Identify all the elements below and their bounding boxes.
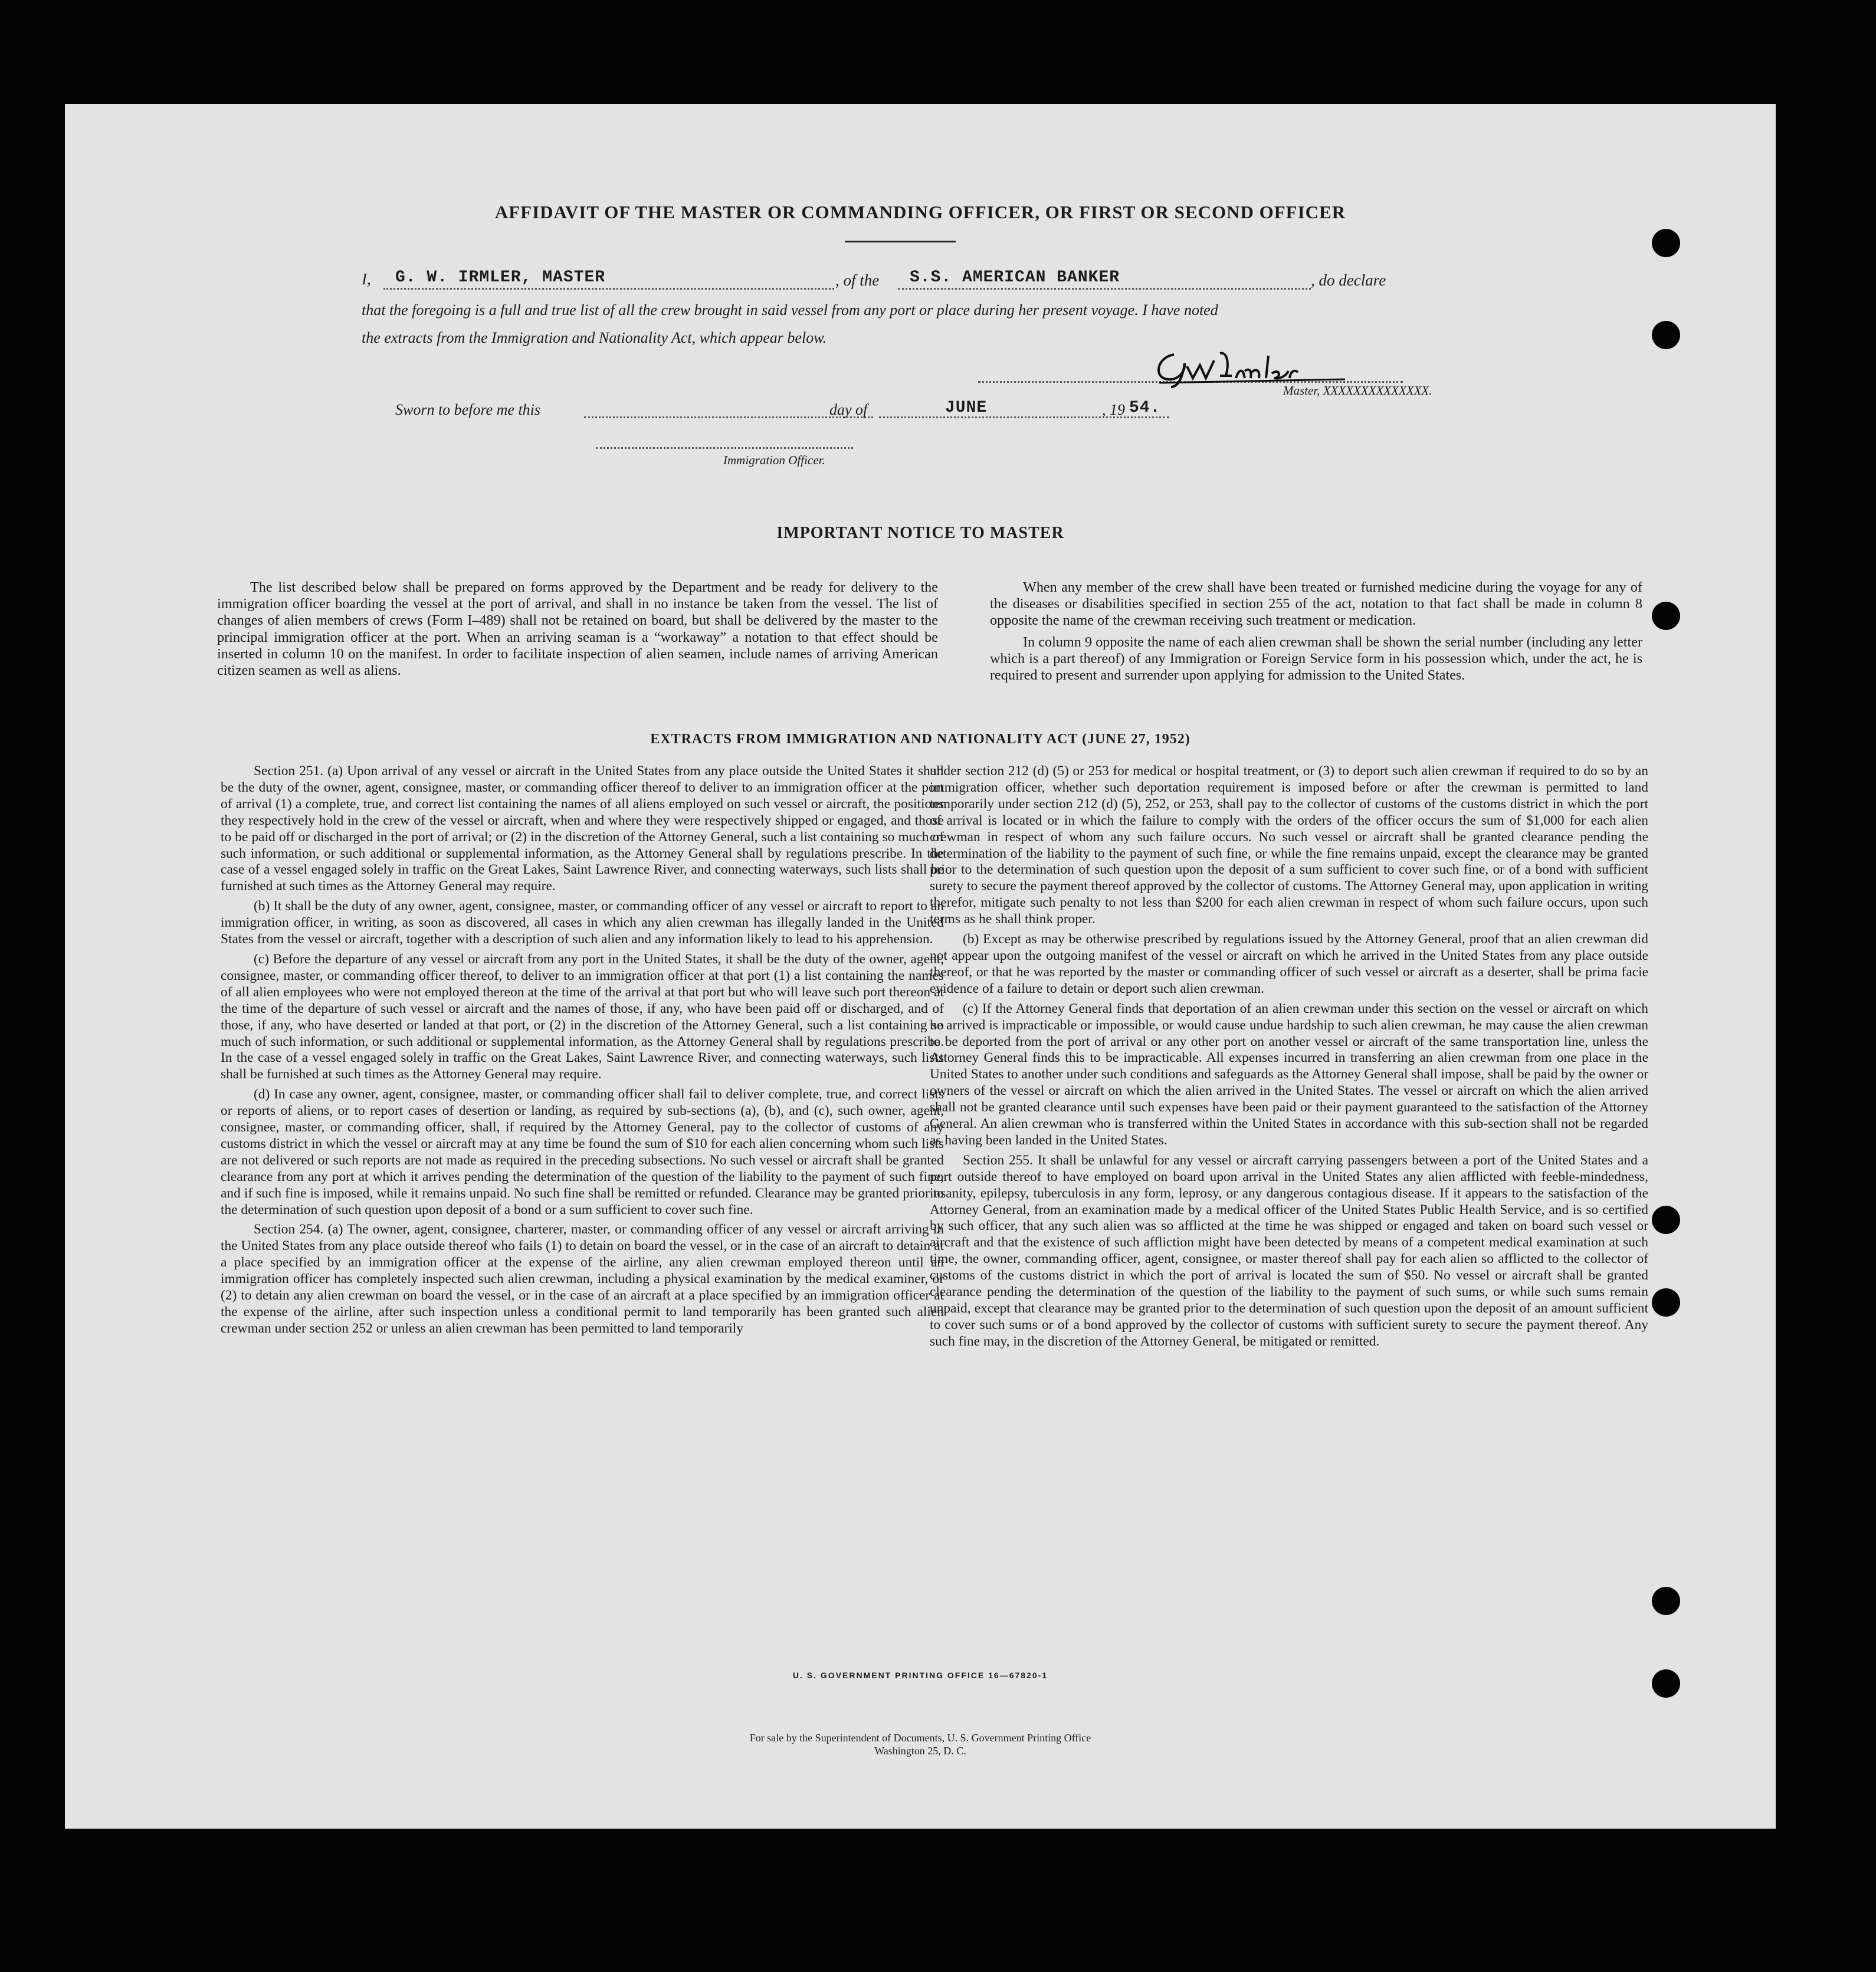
statement-line-2: the extracts from the Immigration and Nationality Act, which appear below. (362, 329, 827, 346)
section-251d: (d) In case any owner, agent, consignee, master, or commanding officer shall fail to deliver complete, true, and correct lists or reports of aliens, or to report cases of desertion or landing, as required by sub-sections (a), (b), and (c), such owner, agent, consignee, master, or commanding officer, shall, if required by the Attorney General, pay to the collector of customs of any customs district in which the vessel or aircraft may at any time be found the sum of $10 for each alien concerning whom such lists are not delivered or such reports are not made as required in the preceding subsections. No such vessel or aircraft shall be granted clearance from any port at which it arrives pending the determination of the question of the liability to the payment of such fine, and if such fine is imposed, while it remains unpaid. No such fine shall be remitted or refunded. Clearance may be granted prior to the determination of such question upon deposit of a bond or a sum sufficient to cover such fine. (221, 1087, 944, 1218)
section-255: Section 255. It shall be unlawful for any vessel or aircraft carrying passengers between a port of the United States and a port outside thereof to have employed on board upon arrival in the United States any alien afflicted with feeble-mindedness, insanity, epilepsy, tuberculosis in any form, leprosy, or any dangerous contagious disease. If it appears to the satisfaction of the Attorney General, from an examination made by a medical officer of the United States Public Health Service, and is so certified by such officer, that any such alien was so afflicted at the time he was shipped or engaged and taken on board such vessel or aircraft and that the existence of such affliction might have been detected by means of a competent medical examination at such time, the owner, commanding officer, agent, consignee, or master thereof shall pay for each alien so afflicted to the collector of customs of the customs district in which the port of arrival is located the sum of $50. No vessel or aircraft shall be granted clearance pending the determination of the question of the liability to the payment of such sums, or while such sums remain unpaid, except that clearance may be granted prior to the determination of such question upon the deposit of an amount sufficient to cover such sums or of a bond approved by the collector of customs with sufficient surety to secure the payment thereof. Any such fine may, in the discretion of the Attorney General, be mitigated or remitted. (930, 1152, 1648, 1349)
section-254b: (b) Except as may be otherwise prescribed by regulations issued by the Attorney General, proof that an alien crewman did not appear upon the outgoing manifest of the vessel or aircraft on which he arrived in the United States from any place outside thereof, or that he was reported by the master or commanding officer of such vessel or aircraft as a deserter, shall be prima facie evidence of a failure to detain or deport such alien crewman. (930, 931, 1648, 996)
year-suffix: 54. (1129, 399, 1161, 417)
notice-right-paragraph-1: When any member of the crew shall have been treated or furnished medicine during the voyage for any of the diseases or disabilities specified in section 255 of the act, notation to that fact shall be made in column 8 opposite the name of the crewman receiving such treatment or medication. (990, 579, 1642, 629)
notice-title: IMPORTANT NOTICE TO MASTER (776, 524, 1064, 542)
i-prefix: I, (362, 270, 371, 288)
of-the-text: , of the (835, 271, 880, 289)
affidavit-title: AFFIDAVIT OF THE MASTER OR COMMANDING OFFICER, OR FIRST OR SECOND OFFICER (494, 202, 1346, 222)
notice-right-paragraph-2: In column 9 opposite the name of each alien crewman shall be shown the serial number (including any letter which is a part thereof) of any Immigration or Foreign Service form in his possession which, under the act, he is required to present and surrender upon applying for admission to the United States. (990, 634, 1642, 684)
print-code: U. S. GOVERNMENT PRINTING OFFICE 16—67820-1 (792, 1671, 1048, 1680)
officer-caption: Immigration Officer. (723, 453, 825, 467)
section-254a: Section 254. (a) The owner, agent, consignee, charterer, master, or commanding officer of any vessel or aircraft arriving in the United States from any place outside thereof who fails (1) to detain on board the vessel, or in the case of an aircraft to detain at a place specified by an immigration officer at the expense of the airline, any alien crewman employed thereon until an immigration officer has completely inspected such alien crewman, including a physical examination by the medical examiner, or (2) to detain any alien crewman on board the vessel, or in the case of an aircraft at a place specified by an immigration officer at the expense of the airline, after such inspection unless a conditional permit to land temporarily has been granted such alien crewman under section 252 or unless an alien crewman has been permitted to land temporarily (221, 1222, 944, 1336)
day-of-text: day of (829, 401, 868, 418)
master-caption: Master, XXXXXXXXXXXXXX. (1283, 383, 1432, 398)
punch-hole (1652, 1587, 1680, 1615)
sworn-month: JUNE (945, 399, 988, 417)
do-declare-text: , do declare (1311, 271, 1386, 289)
section-254c: (c) If the Attorney General finds that deportation of an alien crewman under this section on the vessel or aircraft on which he arrived is impracticable or impossible, or would cause undue hardship to such alien crewman, he may cause the alien crewman to be deported from the port of arrival or any other port on another vessel or aircraft of the same transportation line, unless the Attorney General finds this to be impracticable. All expenses incurred in transferring an alien crewman from one place in the United States to another under such conditions and safeguards as the Attorney General shall impose, shall be paid by the owner or owners of the vessel or aircraft on which the alien arrived in the United States. The vessel or aircraft on which the alien arrived shall not be granted clearance until such expenses have been paid or their payment guaranteed to the satisfaction of the Attorney General. An alien crewman who is transferred within the United States in accordance with this sub-section shall not be regarded as having been landed in the United States. (930, 1000, 1648, 1148)
extracts-title: EXTRACTS FROM IMMIGRATION AND NATIONALITY ACT (JUNE 27, 1952) (650, 731, 1190, 747)
sale-line-2: Washington 25, D. C. (874, 1745, 966, 1757)
punch-hole (1652, 602, 1680, 630)
vessel-line (898, 288, 1311, 290)
notice-right-column (990, 579, 1642, 688)
punch-hole (1652, 1206, 1680, 1234)
master-name: G. W. IRMLER, MASTER (395, 268, 606, 287)
month-line (879, 416, 1169, 418)
title-rule (845, 241, 956, 242)
section-254a-continued: under section 212 (d) (5) or 253 for medical or hospital treatment, or (3) to deport such alien crewman if required to do so by an immigration officer, whether such deportation requirement is imposed before or after the crewman is permitted to land temporarily under section 212 (d) (5), 252, or 253, shall pay to the collector of customs of the customs district in which the port of arrival is located or in which the failure to comply with the orders of the officer occurs the sum of $1,000 for each alien crewman in respect of whom any such failure occurs. No such vessel or aircraft shall be granted clearance pending the determination of the liability to the payment of such fine, or while the fine remains unpaid, except the clearance may be granted prior to the determination of such question upon the deposit of a sum sufficient to cover such fine, or of a bond with sufficient surety to secure the payment thereof approved by the collector of customs. The Attorney General may, upon application in writing therefor, mitigate such penalty to not less than $200 for each alien crewman in respect of whom such failure occurs, upon such terms as he shall think proper. (930, 763, 1648, 927)
section-251b: (b) It shall be the duty of any owner, agent, consignee, master, or commanding officer of any vessel or aircraft to report to an immigration officer, in writing, as soon as discovered, all cases in which any alien crewman has illegally landed in the United States from the vessel or aircraft, together with a description of such alien and any information likely to lead to his apprehension. (221, 898, 944, 947)
punch-hole (1652, 1288, 1680, 1317)
year-prefix: , 19 (1102, 401, 1125, 418)
name-line (383, 288, 834, 290)
punch-hole (1652, 1669, 1680, 1698)
officer-line (596, 447, 853, 449)
extracts-right-column (930, 763, 1648, 1354)
document-page (65, 104, 1776, 1829)
notice-left-column (217, 579, 938, 684)
section-251c: (c) Before the departure of any vessel or aircraft from any port in the United States, it shall be the duty of the owner, agent, consignee, master, or commanding officer thereof, to deliver to an immigration officer at that port (1) a list containing the names of all alien employees who were not employed thereon at the time of the arrival at that port but who will leave such port thereon at the time of the departure of such vessel or aircraft and the names of those, if any, who have been paid off or discharged, and of those, if any, who have deserted or landed at that port, or (2) in the discretion of the Attorney General, such a list containing so much of such information, or such additional or supplemental information, as the Attorney General shall by regulations prescribe. In the case of a vessel engaged solely in traffic on the Great Lakes, Saint Lawrence River, and connecting waterways, such lists shall be furnished at such times as the Attorney General may require. (221, 951, 944, 1082)
section-251a: Section 251. (a) Upon arrival of any vessel or aircraft in the United States from any place outside the United States it shall be the duty of the owner, agent, consignee, master, or commanding officer thereof to deliver to an immigration officer at the port of arrival (1) a complete, true, and correct list containing the names of all aliens employed on such vessel or aircraft, the positions they respectively hold in the crew of the vessel or aircraft, when and where they were respectively shipped or engaged, and those to be paid off or discharged in the port of arrival; or (2) in the discretion of the Attorney General, such a list containing so much of such information, or such additional or supplemental information, as the Attorney General shall by regulations prescribe. In the case of a vessel engaged solely in traffic on the Great Lakes, Saint Lawrence River, and connecting waterways, such lists shall be furnished at such times as the Attorney General may require. (221, 763, 944, 894)
statement-line-1: that the foregoing is a full and true list of all the crew brought in said vessel from any port or place during her present voyage. I have noted (362, 301, 1218, 319)
vessel-name: S.S. AMERICAN BANKER (910, 268, 1120, 287)
notice-left-paragraph: The list described below shall be prepared on forms approved by the Department and be ready for delivery to the immigration officer boarding the vessel at the port of arrival, and shall in no instance be taken from the vessel. The list of changes of alien members of crews (Form I–489) shall not be retained on board, but shall be delivered by the master to the principal immigration officer at the port. When an arriving seaman is a “workaway” a notation to that effect should be inserted in column 10 on the manifest. In order to facilitate inspection of alien seamen, include names of arriving American citizen seamen as well as aliens. (217, 579, 938, 679)
sale-line-1: For sale by the Superintendent of Documents, U. S. Government Printing Office (749, 1732, 1091, 1744)
punch-hole (1652, 321, 1680, 349)
sworn-prefix: Sworn to before me this (395, 401, 541, 418)
extracts-left-column (221, 763, 944, 1341)
handwritten-signature (1150, 337, 1363, 390)
punch-hole (1652, 229, 1680, 257)
